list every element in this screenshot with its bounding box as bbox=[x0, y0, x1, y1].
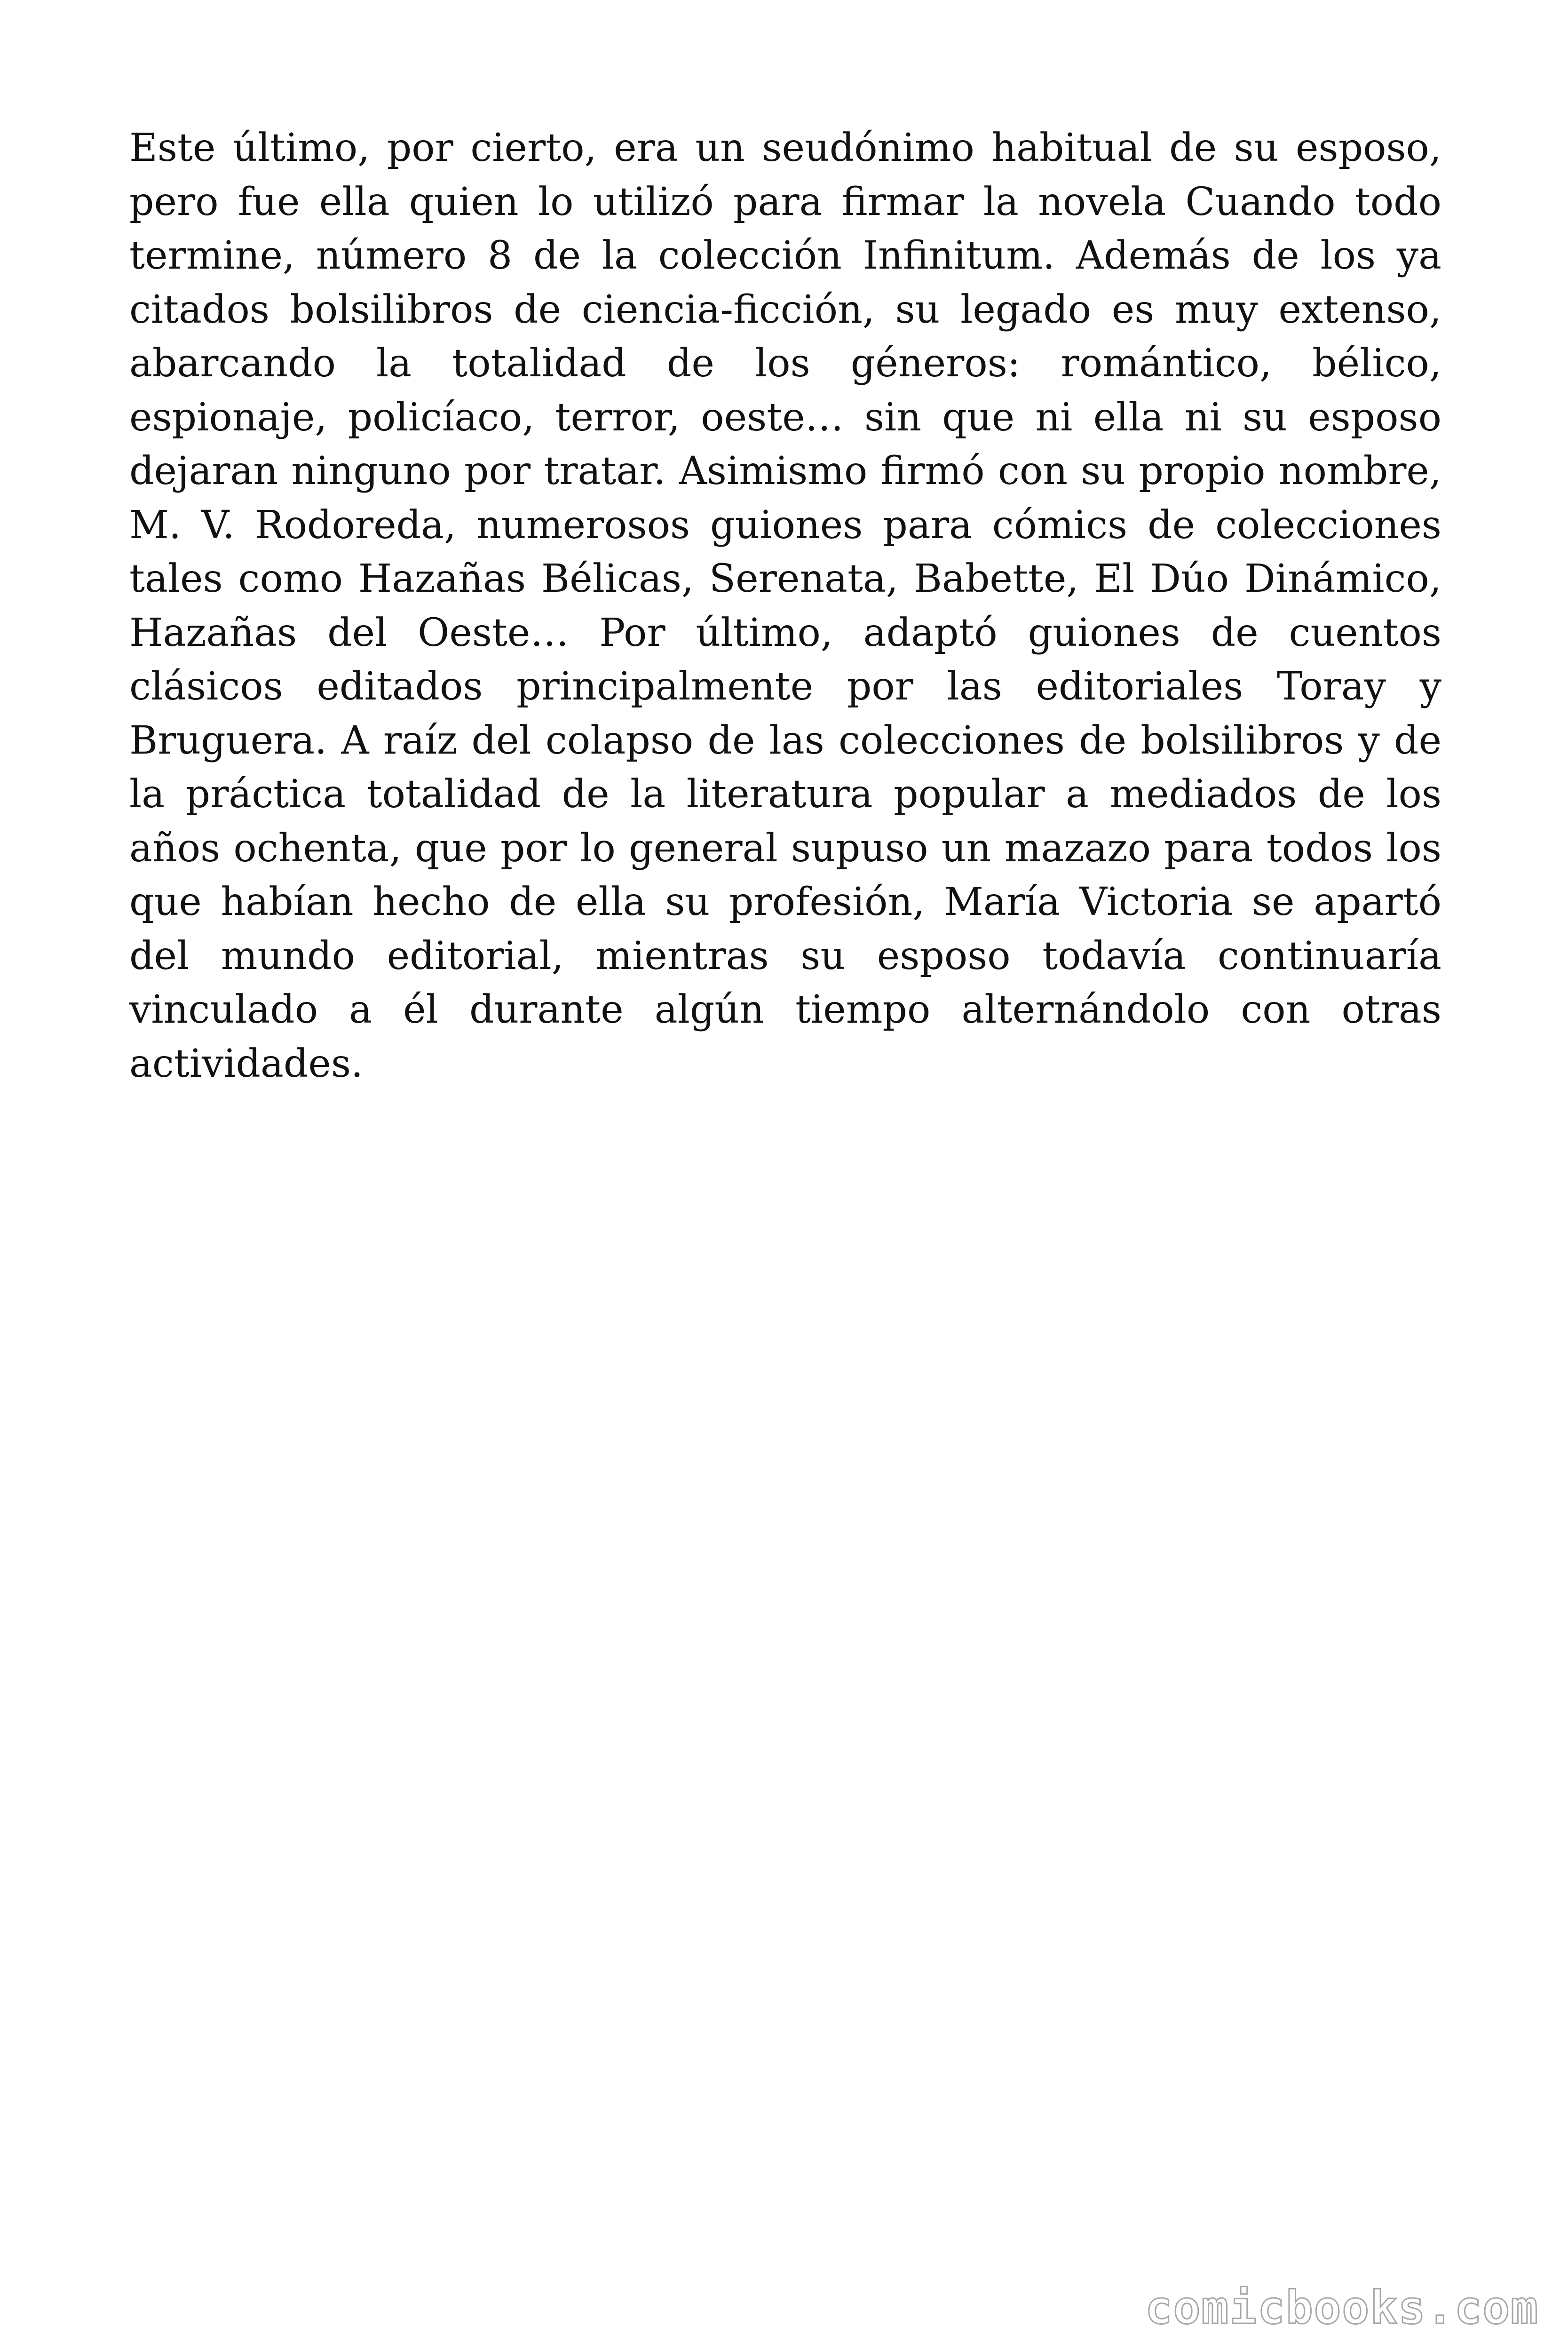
body-paragraph: Este último, por cierto, era un seudónimo habitual de su esposo, pero fue ella quien lo utilizó para firmar la novela Cuando todo termine, número 8 de la colección Infinitum. Además de los ya citados bolsilibros de ciencia-ficción, su legado es muy extenso, abarcando la totalidad de los géneros: romántico, bélico, espionaje, policíaco, terror, oeste… sin que ni ella ni su esposo dejaran ninguno por tratar. Asimismo firmó con su propio nombre, M. V. Rodoreda, numerosos guiones para cómics de colecciones tales como Hazañas Bélicas, Serenata, Babette, El Dúo Dinámico, Hazañas del Oeste… Por último, adaptó guiones de cuentos clásicos editados principalmente por las editoriales Toray y Bruguera. A raíz del colapso de las colecciones de bolsilibros y de la práctica totalidad de la literatura popular a mediados de los años ochenta, que por lo general supuso un mazazo para todos los que habían hecho de ella su profesión, María Victoria se apartó del mundo editorial, mientras su esposo todavía continuaría vinculado a él durante algún tiempo alternándolo con otras actividades. bbox=[129, 126, 1441, 1086]
watermark-logo: comicbooks.com bbox=[1145, 2281, 1539, 2334]
